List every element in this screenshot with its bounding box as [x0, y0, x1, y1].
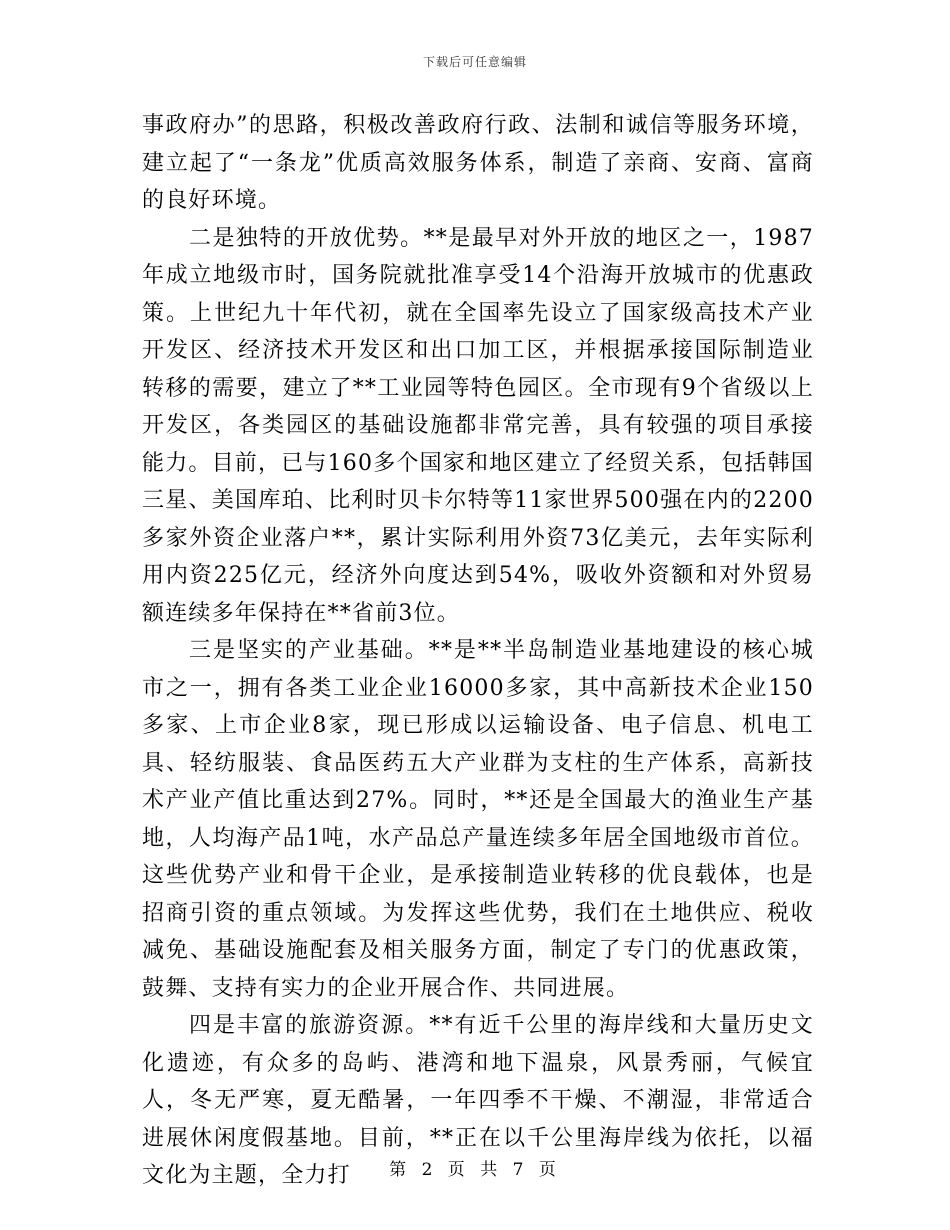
page-footer: 第 2 页 共 7 页 [389, 1160, 561, 1180]
document-body [142, 107, 814, 1195]
page-header: 下载后可任意编辑 [422, 55, 527, 69]
paragraph-continuation: 事政府办”的思路，积极改善政府行政、法制和诚信等服务环境，建立起了“一条龙”优质高效服务体系，制造了亲商、安商、富商的良好环境。 [142, 113, 814, 213]
paragraph-industrial-base: 三是坚实的产业基础。**是**半岛制造业基地建设的核心城市之一，拥有各类工业企业16000多家，其中高新技术企业150多家、上市企业8家，现已形成以运输设备、电子信息、机电工具、轻纺服装、食品医药五大产业群为支柱的生产体系，高新技术产业产值比重达到27%。同时，**还是全国最大的渔业生产基地，人均海产品1吨，水产品总产量连续多年居全国地级市首位。这些优势产业和骨干企业，是承接制造业转移的优良载体，也是招商引资的重点领域。为发挥这些优势，我们在土地供应、税收减免、基础设施配套及相关服务方面，制定了专门的优惠政策，鼓舞、支持有实力的企业开展合作、共同进展。 [142, 638, 814, 1001]
paragraph-open-advantage: 二是独特的开放优势。**是最早对外开放的地区之一，1987年成立地级市时，国务院就批准享受14个沿海开放城市的优惠政策。上世纪九十年代初，就在全国率先设立了国家级高技术产业开发区、经济技术开发区和出口加工区，并根据承接国际制造业转移的需要，建立了**工业园等特色园区。全市现有9个省级以上开发区，各类园区的基础设施都非常完善，具有较强的项目承接能力。目前，已与160多个国家和地区建立了经贸关系，包括韩国三星、美国库珀、比利时贝卡尔特等11家世界500强在内的2200多家外资企业落户**，累计实际利用外资73亿美元，去年实际利用内资225亿元，经济外向度达到54%，吸收外资额和对外贸易额连续多年保持在**省前3位。 [142, 225, 814, 626]
paragraph-tourism-resources: 四是丰富的旅游资源。**有近千公里的海岸线和大量历史文化遗迹，有众多的岛屿、港湾和地下温泉，风景秀丽，气候宜人，冬无严寒，夏无酷暑，一年四季不干燥、不潮湿，非常适合进展休闲度假基地。目前，**正在以千公里海岸线为依托，以福文化为主题，全力打 [142, 1013, 814, 1188]
